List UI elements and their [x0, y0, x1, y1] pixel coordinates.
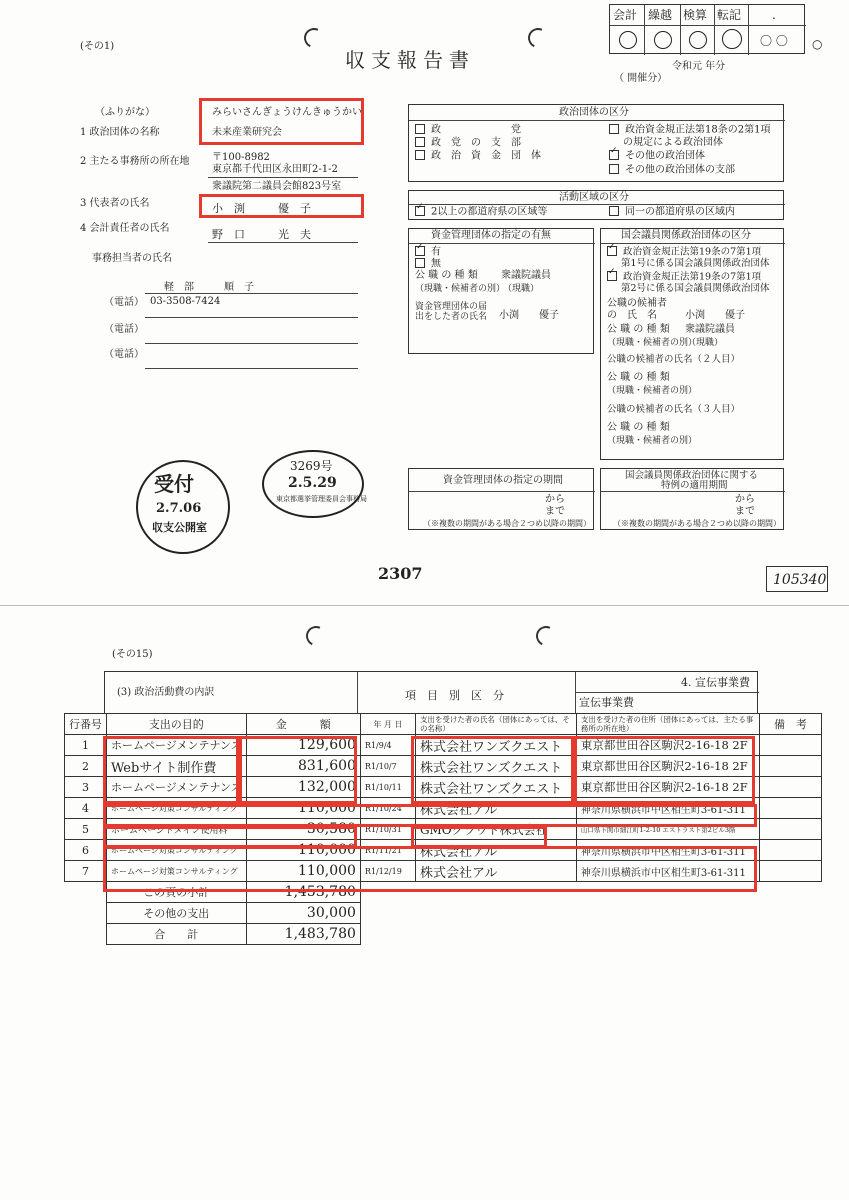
office-kind-label: 公 職 の 種 類: [607, 422, 670, 433]
period-from: から: [545, 494, 565, 505]
approval-seal-icon: [619, 31, 637, 49]
total-row: 合 計 1,483,780: [65, 924, 822, 945]
highlight-row-5-left: [103, 826, 357, 848]
table-row: 4 ホームページ対策コンサルティング 110,000 R1/10/24 株式会社アル 神奈川県横浜市中区相生町3-61-311: [65, 798, 822, 819]
category-header: 項 目 別 区 分: [405, 689, 504, 702]
office-kind-value: 衆議院議員: [685, 324, 735, 335]
received-stamp: 受付 2.7.06 収支公開室: [136, 460, 230, 554]
representative-label: 3 代表者の氏名: [80, 198, 150, 209]
approval-header: 検算: [683, 8, 708, 22]
approval-stamp-box: [609, 4, 805, 54]
treasurer-value: 野 口 光 夫: [212, 228, 311, 241]
status-label: （現職・候補者の別）: [607, 386, 698, 396]
fund-period-section: [408, 468, 594, 530]
status-value: （現職）: [687, 338, 724, 348]
election-committee-stamp: 3269号 2.5.29 東京都選挙管理委員会事務局: [262, 450, 364, 518]
fund-no-option[interactable]: 無: [415, 259, 441, 270]
col-payee: 支出を受けた者の氏名（団体にあっては、その名称）: [415, 714, 576, 735]
table-row: 2 Webサイト制作費 831,600 R1/10/7 株式会社ワンズクエスト 東京都世田谷区駒沢2-16-18 2F: [65, 756, 822, 777]
public-office-label: 公 職 の 種 類: [415, 270, 478, 281]
org-name-value: 未来産業研究会: [212, 127, 282, 138]
category-value: 4. 宣伝事業費: [681, 676, 750, 689]
diet-option-note: 第1号に係る国会議員関係政治団体: [621, 258, 770, 269]
period-note: （※複数の期間がある場合２つめ以降の期間）: [613, 519, 781, 528]
col-purpose: 支出の目的: [107, 714, 247, 735]
table-row: 3 ホームページメンテナンス 132,000 R1/10/11 株式会社ワンズクエスト 東京都世田谷区駒沢2-16-18 2F: [65, 777, 822, 798]
approval-seal-icon: [722, 29, 742, 49]
table-row: 5 ホームページドメイン使用料 30,580 R1/10/31 GMOクラウド株式会社 山口県下関市細江町1-2-10 エストラスト第2ビル3階: [65, 819, 822, 840]
form-number: (その15): [112, 649, 153, 660]
fund-period-title: 資金管理団体の指定の期間: [443, 475, 563, 486]
highlight-row-5-payee: [411, 826, 547, 848]
col-note: 備 考: [760, 714, 822, 735]
report-year: 令和元 年分: [672, 61, 726, 72]
table-header-row: [65, 714, 822, 735]
diet-option-note: 第2号に係る国会議員関係政治団体: [621, 283, 770, 294]
approval-header: 繰越: [648, 8, 673, 22]
page-separator: [0, 605, 849, 606]
period-to: まで: [735, 506, 755, 517]
diet-period-title: 国会議員関係政治団体に関する: [625, 470, 759, 481]
fund-person-value: 小渕 優子: [499, 310, 559, 321]
candidate-label: 公職の候補者: [607, 298, 667, 309]
fund-yes-option[interactable]: ✓有: [415, 247, 441, 258]
candidate-value: 小渕 優子: [685, 310, 745, 321]
period-from: から: [735, 494, 755, 505]
binding-hole-icon: [301, 25, 327, 51]
org-type-section: [408, 104, 784, 182]
org-type-option-selected[interactable]: ✓その他の政治団体: [609, 151, 705, 162]
period-note: （※複数の期間がある場合２つめ以降の期間）: [423, 519, 591, 528]
furigana-label: （ふりがな）: [95, 107, 155, 118]
highlight-amount-1-3: [239, 736, 357, 804]
approval-header: .: [772, 8, 776, 22]
period-to: まで: [545, 506, 565, 517]
binding-hole-icon: [303, 623, 329, 649]
phone-value: 03-3508-7424: [150, 296, 221, 307]
highlight-org-name: [199, 98, 364, 145]
report-period: （ 開催分）: [614, 73, 668, 84]
highlight-payee-1-3: [411, 736, 574, 804]
treasurer-label: 4 会計責任者の氏名: [80, 223, 170, 234]
office-address-line2: 衆議院第二議員会館823号室: [212, 181, 342, 192]
diet-member-title: 国会議員関係政治団体の区分: [621, 230, 751, 241]
diet-period-section: [600, 468, 784, 530]
fund-person-label: 資金管理団体の届: [415, 302, 488, 312]
representative-value: 小 渕 優 子: [212, 202, 311, 215]
form-number: (その1): [80, 41, 115, 52]
activity-area-title: 活動区域の区分: [559, 192, 629, 203]
handwritten-number-box: 105340: [766, 566, 828, 592]
other-expense-row: その他の支出 30,000: [65, 903, 822, 924]
approval-header: 転記: [717, 8, 742, 22]
area-option[interactable]: 同一の都道府県の区域内: [609, 207, 735, 218]
fund-management-title: 資金管理団体の指定の有無: [431, 230, 551, 241]
org-type-option[interactable]: 政 治 資 金 団 体: [415, 151, 541, 162]
diet-option-selected[interactable]: ✓政治資金規正法第19条の7第1項: [607, 247, 761, 257]
org-type-option[interactable]: 政治資金規正法第18条の2第1項: [609, 125, 770, 136]
table-row: 1 ホームページメンテナンス 129,600 R1/9/4 株式会社ワンズクエスト 東京都世田谷区駒沢2-16-18 2F: [65, 735, 822, 756]
candidate-3-label: 公職の候補者の氏名（３人目）: [607, 404, 741, 415]
highlight-purpose-1-3: [103, 736, 239, 804]
staff-label: 事務担当者の氏名: [92, 253, 172, 264]
candidate-2-label: 公職の候補者の氏名（２人目）: [607, 354, 741, 365]
org-type-title: 政治団体の区分: [559, 107, 629, 118]
phone-label: （電話）: [104, 297, 144, 308]
highlight-representative: [199, 194, 364, 218]
phone-label: （電話）: [104, 349, 144, 360]
col-row-number: 行番号: [65, 714, 107, 735]
subtotal-row: この頁の小計 1,453,780: [65, 882, 822, 903]
org-type-option[interactable]: 政 党: [415, 125, 521, 136]
binding-hole-icon: [525, 25, 551, 51]
highlight-address-1-3: [574, 736, 755, 804]
table-row: 7 ホームページ対策コンサルティング 110,000 R1/12/19 株式会社アル 神奈川県横浜市中区相生町3-61-311: [65, 861, 822, 882]
section-title: (3) 政治活動費の内訳: [117, 687, 215, 698]
status-value: （現職）: [503, 284, 540, 294]
highlight-rows-6-7: [103, 846, 757, 892]
org-type-option[interactable]: 政 党 の 支 部: [415, 138, 521, 149]
diet-option-selected[interactable]: ✓政治資金規正法第19条の7第1項: [607, 272, 761, 282]
candidate-label: の 氏 名: [607, 310, 657, 321]
page-number: 2307: [378, 564, 423, 583]
org-type-option[interactable]: その他の政治団体の支部: [609, 165, 735, 176]
handwritten-marks: 〇 〇: [760, 34, 788, 48]
col-date: 年 月 日: [360, 714, 415, 735]
status-label: （現職・候補者の別）: [607, 436, 698, 446]
office-label: 2 主たる事務所の所在地: [80, 156, 190, 167]
page-title: 収支報告書: [345, 48, 475, 72]
activity-area-section: [408, 190, 784, 220]
phone-label: （電話）: [104, 324, 144, 335]
approval-seal-icon: [654, 31, 672, 49]
col-address: 支出を受けた者の住所（団体にあっては、主たる事務所の所在地）: [576, 714, 759, 735]
fund-management-section: [408, 228, 594, 354]
fund-person-label: 出をした者の氏名: [415, 312, 488, 322]
diet-period-title: 特例の適用期間: [661, 480, 728, 491]
approval-seal-icon: [689, 31, 707, 49]
subcategory-value: 宣伝事業費: [579, 696, 634, 709]
expense-table-header: [104, 671, 758, 713]
table-row: 6 ホームページ対策コンサルティング 110,000 R1/11/21 株式会社アル 神奈川県横浜市中区相生町3-61-311: [65, 840, 822, 861]
approval-header: 会計: [613, 8, 638, 22]
furigana-value: みらいさんぎょうけんきゅうかい: [212, 107, 362, 118]
office-postal: 〒100-8982: [212, 152, 270, 163]
status-label: （現職・候補者の別）: [415, 284, 506, 294]
col-amount: 金 額: [246, 714, 360, 735]
org-name-label: 1 政治団体の名称: [80, 127, 160, 138]
binding-hole-icon: [533, 623, 559, 649]
public-office-value: 衆議院議員: [501, 270, 551, 281]
diet-member-section: [600, 228, 784, 460]
area-option-selected[interactable]: ✓2以上の都道府県の区域等: [415, 207, 547, 218]
office-kind-label: 公 職 の 種 類: [607, 372, 670, 383]
highlight-row-4: [103, 804, 757, 827]
status-label: （現職・候補者の別）: [607, 338, 698, 348]
handwritten-mark: ○: [812, 37, 823, 51]
staff-value: 軽 部 順 子: [164, 282, 254, 293]
org-type-note: の規定による政治団体: [623, 137, 723, 148]
office-address-line1: 東京都千代田区永田町2-1-2: [212, 164, 338, 175]
office-kind-label: 公 職 の 種 類: [607, 324, 670, 335]
